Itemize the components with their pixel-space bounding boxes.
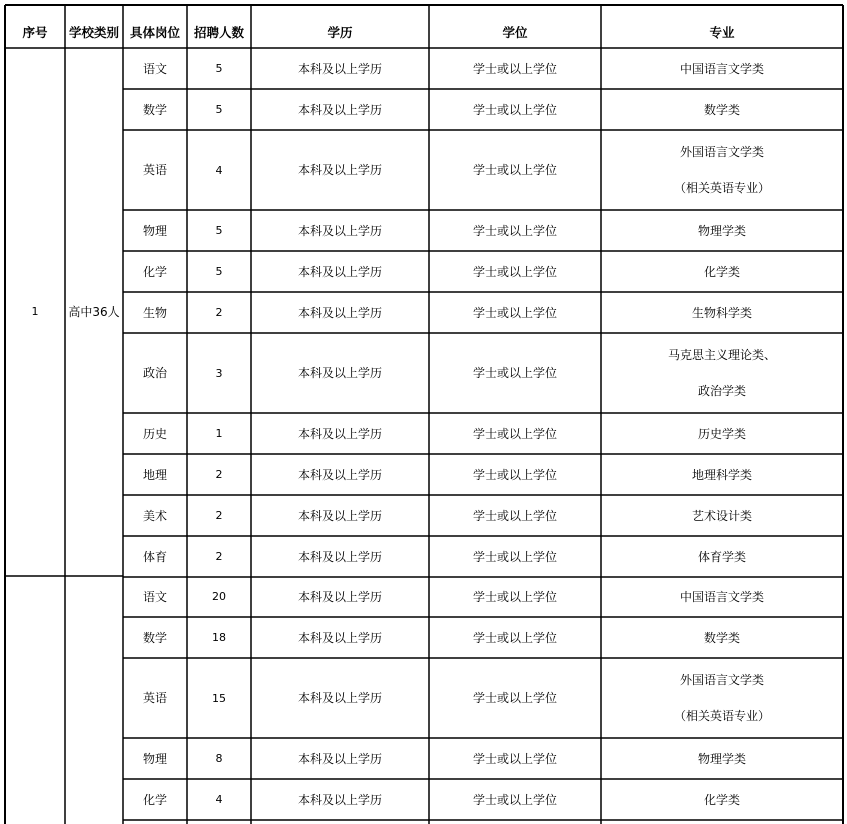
major-cell <box>602 455 842 494</box>
group-1-school-type: 高中36人 <box>68 304 120 319</box>
count-cell: 2 <box>215 509 223 522</box>
position-cell: 物理 <box>142 751 167 766</box>
header-degree: 学位 <box>502 24 528 40</box>
major-cell <box>602 414 842 453</box>
position-cell: 英语 <box>142 691 167 705</box>
education-cell: 本科及以上学历 <box>297 630 382 645</box>
degree-cell: 学士或以上学位 <box>472 630 557 645</box>
major-cell <box>602 659 842 737</box>
major-line: 外国语言文学类 <box>679 145 764 159</box>
major-cell <box>602 90 842 129</box>
major-line: 外国语言文学类 <box>679 673 764 687</box>
position-cell: 数学 <box>142 102 167 117</box>
header-index: 序号 <box>22 24 48 40</box>
position-cell: 语文 <box>142 61 167 76</box>
education-cell: 本科及以上学历 <box>297 305 382 320</box>
degree-cell: 学士或以上学位 <box>472 549 557 564</box>
group-2-school-type <box>66 577 122 824</box>
education-cell: 本科及以上学历 <box>297 366 382 380</box>
major-line: 体育学类 <box>697 549 746 564</box>
position-cell: 历史 <box>142 426 167 441</box>
header-count: 招聘人数 <box>193 24 244 40</box>
major-cell <box>602 537 842 576</box>
education-cell: 本科及以上学历 <box>297 102 382 117</box>
degree-cell: 学士或以上学位 <box>472 589 557 604</box>
major-cell <box>602 293 842 332</box>
position-cell: 政治 <box>142 366 167 380</box>
major-cell <box>602 618 842 657</box>
position-cell: 物理 <box>142 223 167 238</box>
education-cell: 本科及以上学历 <box>297 751 382 766</box>
degree-cell: 学士或以上学位 <box>472 751 557 766</box>
group-1-index: 1 <box>31 305 39 318</box>
header-major: 专业 <box>709 24 735 40</box>
count-cell: 5 <box>215 103 223 116</box>
major-cell <box>602 739 842 778</box>
position-cell: 生物 <box>142 305 167 320</box>
group-2-index <box>6 577 64 824</box>
major-cell <box>602 131 842 209</box>
count-cell: 4 <box>215 163 223 177</box>
major-cell <box>602 252 842 291</box>
major-cell <box>602 334 842 412</box>
count-cell: 2 <box>215 468 223 481</box>
count-cell: 5 <box>215 224 223 237</box>
count-cell: 5 <box>215 62 223 75</box>
major-line: 化学类 <box>703 792 740 807</box>
degree-cell: 学士或以上学位 <box>472 426 557 441</box>
count-cell: 2 <box>215 306 223 319</box>
major-line: 政治学类 <box>697 384 746 398</box>
position-cell: 数学 <box>142 630 167 645</box>
major-line: （相关英语专业） <box>673 181 770 195</box>
major-cell <box>602 780 842 819</box>
count-cell: 5 <box>215 265 223 278</box>
degree-cell: 学士或以上学位 <box>472 792 557 807</box>
education-cell: 本科及以上学历 <box>297 589 382 604</box>
major-line: 马克思主义理论类、 <box>667 348 776 362</box>
degree-cell: 学士或以上学位 <box>472 163 557 177</box>
degree-cell: 学士或以上学位 <box>472 691 557 705</box>
degree-cell: 学士或以上学位 <box>472 305 557 320</box>
major-line: 化学类 <box>703 264 740 279</box>
count-cell: 18 <box>212 631 226 644</box>
major-line: 中国语言文学类 <box>679 589 764 604</box>
major-line: 地理科学类 <box>691 467 752 482</box>
major-line: 艺术设计类 <box>691 508 752 523</box>
count-cell: 2 <box>215 550 223 563</box>
education-cell: 本科及以上学历 <box>297 508 382 523</box>
major-cell <box>602 496 842 535</box>
degree-cell: 学士或以上学位 <box>472 508 557 523</box>
degree-cell: 学士或以上学位 <box>472 102 557 117</box>
education-cell: 本科及以上学历 <box>297 792 382 807</box>
position-cell: 美术 <box>142 508 167 523</box>
count-cell: 20 <box>212 590 226 603</box>
degree-cell: 学士或以上学位 <box>472 61 557 76</box>
major-line: 中国语言文学类 <box>679 61 764 76</box>
major-line: （相关英语专业） <box>673 709 770 723</box>
major-cell <box>602 211 842 250</box>
position-cell: 语文 <box>142 589 167 604</box>
count-cell: 15 <box>212 691 226 705</box>
degree-cell: 学士或以上学位 <box>472 223 557 238</box>
position-cell: 化学 <box>142 264 167 279</box>
major-cell <box>602 49 842 88</box>
education-cell: 本科及以上学历 <box>297 264 382 279</box>
header-education: 学历 <box>327 24 353 40</box>
major-line: 数学类 <box>703 102 740 117</box>
degree-cell: 学士或以上学位 <box>472 264 557 279</box>
degree-cell: 学士或以上学位 <box>472 366 557 380</box>
position-cell: 体育 <box>142 549 167 564</box>
major-line: 物理学类 <box>697 751 746 766</box>
major-line: 生物科学类 <box>691 305 752 320</box>
major-cell <box>602 577 842 616</box>
position-cell: 化学 <box>142 792 167 807</box>
header-school-type: 学校类别 <box>68 24 119 40</box>
education-cell: 本科及以上学历 <box>297 223 382 238</box>
count-cell: 4 <box>215 793 223 806</box>
education-cell: 本科及以上学历 <box>297 426 382 441</box>
count-cell: 3 <box>215 366 223 380</box>
education-cell: 本科及以上学历 <box>297 61 382 76</box>
position-cell: 地理 <box>142 467 167 482</box>
degree-cell: 学士或以上学位 <box>472 467 557 482</box>
education-cell: 本科及以上学历 <box>297 163 382 177</box>
count-cell: 1 <box>215 427 223 440</box>
major-line: 历史学类 <box>697 426 746 441</box>
education-cell: 本科及以上学历 <box>297 691 382 705</box>
position-cell: 英语 <box>142 163 167 177</box>
education-cell: 本科及以上学历 <box>297 549 382 564</box>
count-cell: 8 <box>215 752 223 765</box>
education-cell: 本科及以上学历 <box>297 467 382 482</box>
header-position: 具体岗位 <box>129 24 180 40</box>
major-line: 数学类 <box>703 630 740 645</box>
major-line: 物理学类 <box>697 223 746 238</box>
